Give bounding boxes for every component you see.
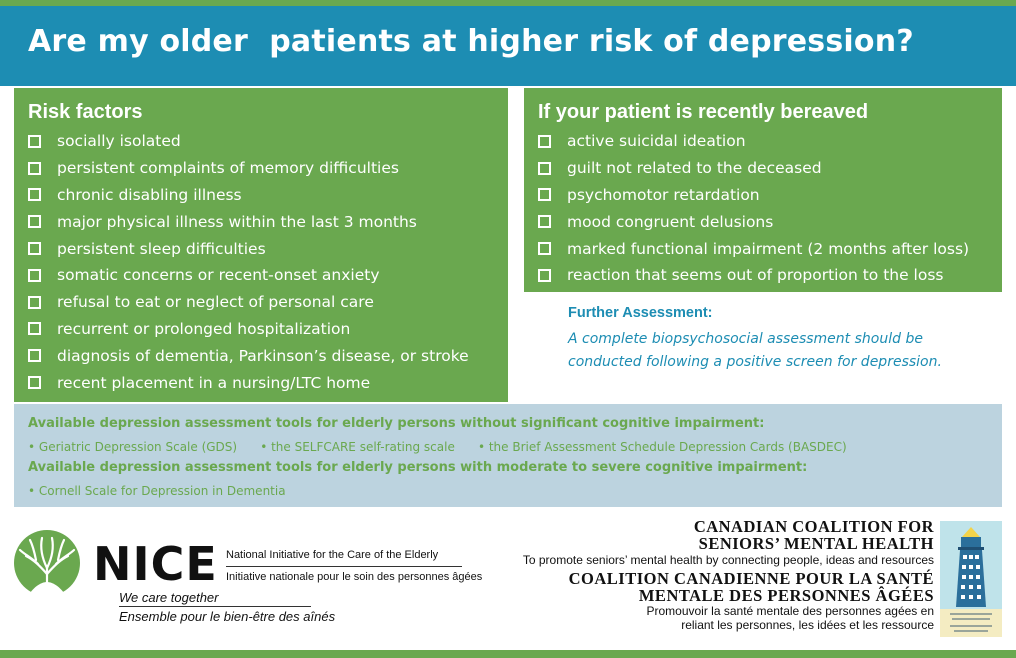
bereaved-list [538,128,969,289]
list-item-label: refusal to eat or neglect of personal care [57,293,374,312]
bottom-stripe [0,650,1016,658]
checkbox-icon[interactable] [28,376,41,389]
further-assessment-line: conducted following a positive screen for depression. [568,354,942,370]
list-item-label: chronic disabling illness [57,185,242,204]
ccsmh-name-en: SENIORS’ MENTAL HEALTH [698,534,934,553]
checkbox-icon[interactable] [538,188,551,201]
list-item [538,182,969,209]
risk-factors-list [28,128,469,396]
list-item [28,208,469,235]
list-item-label: psychomotor retardation [567,185,760,204]
ccsmh-tagline-fr: reliant les personnes, les idées et les ressource [681,618,934,632]
checkbox-icon[interactable] [28,322,41,335]
further-assessment [568,305,998,374]
ccsmh-name-fr: MENTALE DES PERSONNES ÂGÉES [638,586,934,605]
list-item [28,262,469,289]
list-item-label: diagnosis of dementia, Parkinson’s disease, or stroke [57,346,469,365]
checkbox-icon[interactable] [538,215,551,228]
tools-list [28,435,1002,457]
header-banner [0,6,1016,86]
list-item [28,369,469,396]
list-item [28,235,469,262]
tools-list [28,479,1002,501]
checkbox-icon[interactable] [28,296,41,309]
list-item-label: persistent complaints of memory difficulties [57,159,399,178]
checkbox-icon[interactable] [28,269,41,282]
further-assessment-title: Further Assessment: [568,305,713,321]
ccsmh-name-en: CANADIAN COALITION FOR [693,517,934,536]
list-item [28,342,469,369]
tool-item: • the SELFCARE self-rating scale [260,440,455,454]
checkbox-icon[interactable] [28,215,41,228]
tool-item: • Cornell Scale for Depression in Dementia [28,484,286,498]
list-item [538,128,969,155]
tools-heading: Available depression assessment tools for elderly persons with moderate to severe cognitive impairment: [28,460,808,475]
tree-logo-icon [12,530,82,598]
tools-heading: Available depression assessment tools for elderly persons without significant cognitive impairment: [28,416,765,431]
list-item [28,155,469,182]
list-item-label: major physical illness within the last 3 months [57,212,417,231]
bereaved-panel [524,88,1002,292]
further-assessment-line: A complete biopsychosocial assessment should be [568,331,923,347]
list-item [28,182,469,209]
checkbox-icon[interactable] [538,269,551,282]
list-item [28,316,469,343]
ccsmh-tagline-en: To promote seniors’ mental health by connecting people, ideas and resources [522,553,934,567]
page-title: Are my older patients at higher risk of depression? [28,24,914,59]
tool-item: • Geriatric Depression Scale (GDS) [28,440,238,454]
ccsmh-name-fr: COALITION CANADIENNE POUR LA SANTÉ [568,569,934,588]
list-item [538,208,969,235]
list-item [538,262,969,289]
nice-name-fr: Initiative nationale pour le soin des personnes âgées [226,571,483,583]
checkbox-icon[interactable] [538,135,551,148]
list-item-label: recent placement in a nursing/LTC home [57,373,371,392]
list-item-label: persistent sleep difficulties [57,239,266,258]
list-item-label: mood congruent delusions [567,212,774,231]
list-item-label: socially isolated [57,132,181,151]
checkbox-icon[interactable] [28,162,41,175]
risk-factors-panel [14,88,508,402]
list-item [28,128,469,155]
ccsmh-block [474,518,934,632]
nice-tagline-fr: Ensemble pour le bien-être des aînés [119,609,336,624]
nice-name-en: National Initiative for the Care of the Elderly [226,549,439,561]
checkbox-icon[interactable] [538,242,551,255]
list-item-label: reaction that seems out of proportion to the loss [567,266,944,285]
divider [119,606,311,607]
tool-item: • the Brief Assessment Schedule Depression Cards (BASDEC) [477,440,847,454]
list-item-label: recurrent or prolonged hospitalization [57,319,351,338]
nice-tagline-en: We care together [119,590,219,605]
checkbox-icon[interactable] [28,188,41,201]
list-item-label: somatic concerns or recent-onset anxiety [57,266,380,285]
list-item-label: guilt not related to the deceased [567,159,822,178]
assessment-tools-panel [14,404,1002,507]
ccsmh-tagline-fr: Promouvoir la santé mentale des personnes agées en [646,604,934,618]
list-item [538,155,969,182]
risk-factors-title: Risk factors [28,101,143,123]
checkbox-icon[interactable] [538,162,551,175]
divider [226,566,462,567]
list-item-label: active suicidal ideation [567,132,746,151]
list-item [28,289,469,316]
checkbox-icon[interactable] [28,349,41,362]
list-item [538,235,969,262]
bereaved-title: If your patient is recently bereaved [538,101,869,123]
nice-wordmark: NICE [93,537,218,591]
lighthouse-logo-icon [940,521,1002,637]
list-item-label: marked functional impairment (2 months after loss) [567,239,970,258]
checkbox-icon[interactable] [28,242,41,255]
checkbox-icon[interactable] [28,135,41,148]
